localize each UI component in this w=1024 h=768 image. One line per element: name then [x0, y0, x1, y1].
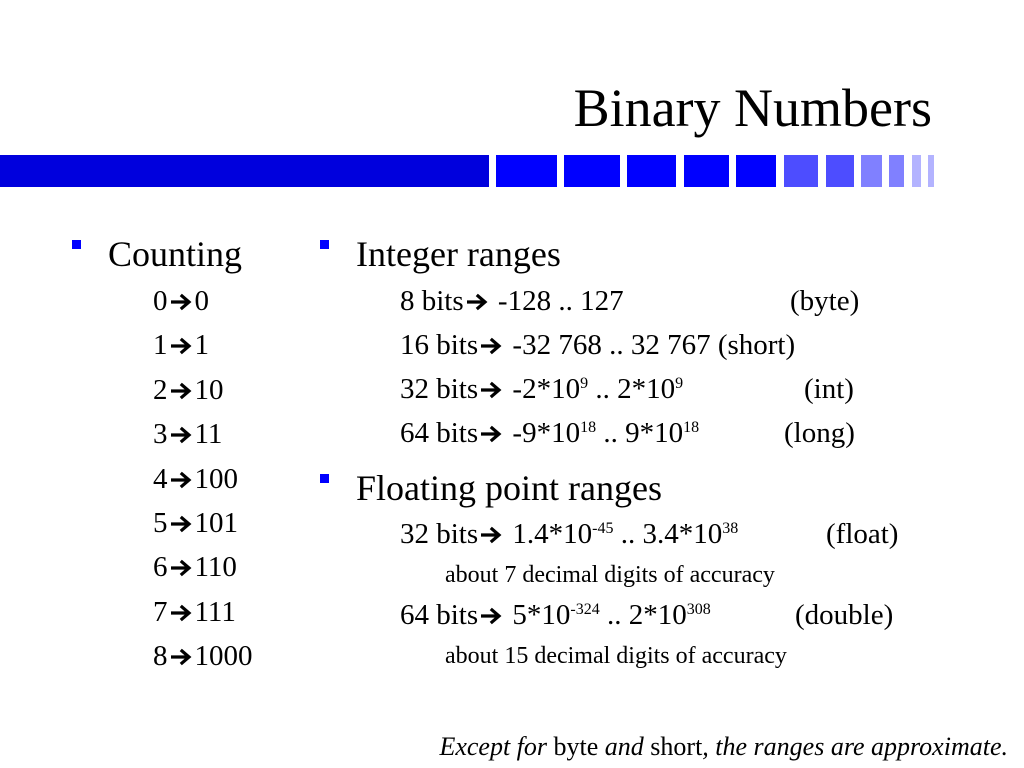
binary-value: 10	[194, 373, 224, 406]
bar-segment	[684, 155, 729, 187]
exponent: 18	[580, 419, 597, 436]
decimal-value: 3	[153, 418, 168, 451]
binary-value: 0	[194, 285, 209, 317]
decimal-value: 6	[153, 551, 168, 584]
right-arrow-icon	[171, 426, 193, 444]
right-arrow-icon	[481, 337, 503, 355]
binary-value: 1000	[194, 640, 253, 673]
type-label: (int)	[804, 373, 854, 405]
range-min: -2*10	[512, 373, 581, 405]
square-bullet-icon	[72, 240, 81, 249]
integer-ranges-heading: Integer ranges	[356, 234, 561, 274]
slide-title: Binary Numbers	[573, 78, 932, 138]
exponent: 38	[722, 520, 739, 537]
binary-value: 100	[194, 462, 238, 495]
bar-segment	[736, 155, 776, 187]
counting-row	[153, 417, 222, 451]
bar-segment	[0, 155, 489, 187]
right-arrow-icon	[171, 382, 193, 400]
right-arrow-icon	[481, 425, 503, 443]
binary-value: 110	[194, 551, 237, 584]
bar-segment	[889, 155, 904, 187]
range-min: 5*10	[512, 599, 571, 631]
right-arrow-icon	[481, 526, 503, 544]
integer-range-row	[400, 372, 683, 406]
decimal-value: 8	[153, 640, 168, 673]
footer-keyword: byte	[547, 732, 605, 761]
bar-segment	[564, 155, 620, 187]
type-label: (long)	[784, 417, 855, 449]
right-arrow-icon	[171, 559, 193, 577]
exponent: 308	[686, 601, 711, 618]
integer-range-row	[400, 328, 795, 362]
right-arrow-icon	[171, 471, 193, 489]
binary-value: 1	[194, 329, 209, 362]
exponent: 18	[683, 419, 700, 436]
bits-label: 8 bits	[400, 285, 464, 317]
decimal-value: 7	[153, 595, 168, 628]
footer-note	[439, 732, 1008, 762]
counting-heading: Counting	[108, 234, 243, 274]
decimal-value: 2	[153, 373, 168, 406]
footer-text: , the ranges are approximate.	[702, 732, 1008, 761]
float-range-row	[400, 517, 738, 551]
right-arrow-icon	[171, 515, 193, 533]
range-max: .. 2*10	[588, 373, 676, 405]
range-value: -32 768 .. 32 767	[512, 329, 711, 361]
range-max: .. 3.4*10	[613, 518, 723, 550]
counting-row	[153, 284, 209, 318]
binary-value: 11	[194, 418, 223, 451]
binary-value: 101	[194, 507, 238, 539]
right-arrow-icon	[467, 293, 489, 311]
integer-range-row	[400, 284, 624, 318]
exponent: 9	[580, 375, 589, 392]
type-label: (double)	[795, 599, 894, 631]
type-label: (short)	[717, 329, 796, 361]
exponent: 9	[675, 375, 684, 392]
counting-row	[153, 550, 237, 584]
square-bullet-icon	[320, 474, 329, 483]
bar-segment	[861, 155, 882, 187]
bar-segment	[784, 155, 818, 187]
counting-row	[153, 462, 238, 496]
binary-value: 111	[194, 595, 236, 628]
integer-range-row	[400, 416, 699, 450]
right-arrow-icon	[171, 604, 193, 622]
float-range-row	[400, 598, 711, 632]
right-arrow-icon	[171, 648, 193, 666]
counting-row	[153, 373, 224, 407]
bits-label: 64 bits	[400, 599, 479, 631]
range-min: 1.4*10	[512, 518, 593, 550]
floating-ranges-heading: Floating point ranges	[356, 468, 662, 508]
right-arrow-icon	[481, 381, 503, 399]
bar-segment	[826, 155, 854, 187]
right-arrow-icon	[171, 337, 193, 355]
footer-text: and	[604, 732, 644, 761]
decimal-value: 0	[153, 285, 168, 317]
square-bullet-icon	[320, 240, 329, 249]
bits-label: 16 bits	[400, 329, 479, 361]
bar-segment	[627, 155, 676, 187]
range-max: .. 2*10	[599, 599, 687, 631]
range-min: -9*10	[512, 417, 581, 449]
counting-row	[153, 506, 238, 540]
range-max: .. 9*10	[596, 417, 684, 449]
exponent: -45	[592, 520, 614, 537]
accuracy-note: about 15 decimal digits of accuracy	[445, 643, 787, 669]
right-arrow-icon	[481, 607, 503, 625]
bits-label: 64 bits	[400, 417, 479, 449]
accuracy-note: about 7 decimal digits of accuracy	[445, 562, 775, 588]
right-arrow-icon	[171, 293, 193, 311]
decimal-value: 5	[153, 507, 168, 539]
type-label: (byte)	[790, 285, 860, 317]
footer-text: Except for	[439, 732, 548, 761]
bar-segment	[496, 155, 557, 187]
exponent: -324	[570, 601, 600, 618]
type-label: (float)	[826, 518, 899, 550]
decimal-value: 4	[153, 462, 168, 495]
bits-label: 32 bits	[400, 373, 479, 405]
counting-row	[153, 639, 253, 673]
bar-segment	[912, 155, 921, 187]
counting-row	[153, 595, 236, 629]
range-value: -128 .. 127	[497, 285, 624, 317]
footer-keyword: short	[643, 732, 703, 761]
counting-row	[153, 328, 209, 362]
bits-label: 32 bits	[400, 518, 479, 550]
decimal-value: 1	[153, 329, 168, 362]
bar-segment	[928, 155, 934, 187]
